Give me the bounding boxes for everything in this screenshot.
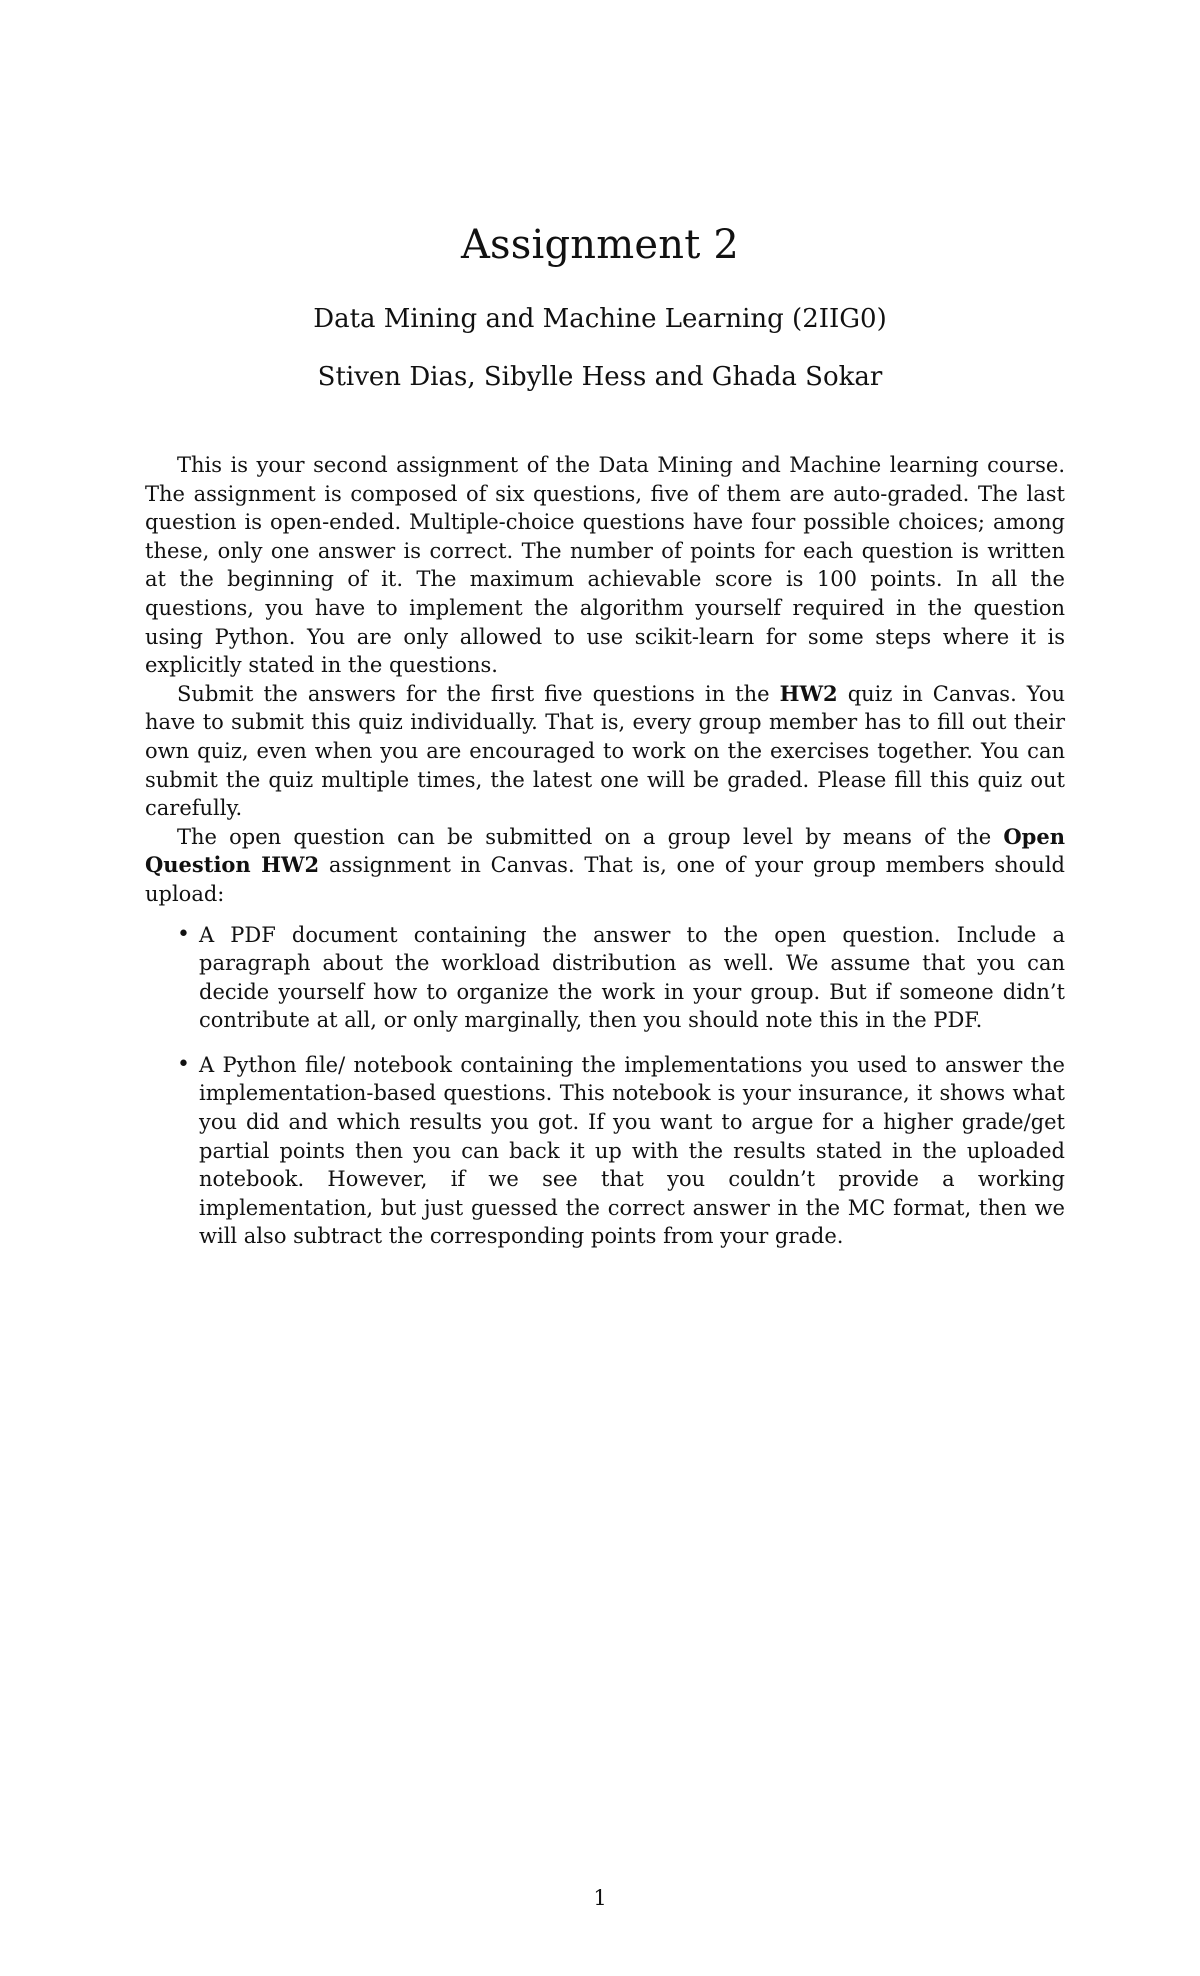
open-question-paragraph-start: The open question can be submitted on a group level by means of the [177,824,1004,849]
intro-paragraph: This is your second assignment of the Data Mining and Machine learning course. The assignment is composed of six questions, five of them are auto-graded. The last question is open-ended. Multiple-choice questions have four possible choices; among these, only one answer is correct. The number of points for each question is written at the beginning of it. The maximum achievable score is 100 points. In all the questions, you have to implement the algorithm yourself required in the question using Python. You are only allowed to use scikit-learn for some steps where it is explicitly stated in the questions. [145,453,1065,678]
quiz-paragraph-end: quiz in Canvas. You have to submit this quiz individually. That is, every group member has to fill out their own quiz, even when you are encouraged to work on the exercises together. You can submit the quiz multiple times, the latest one will be graded. Please fill this quiz out carefully. [145,681,1065,821]
body-text [145,451,1065,1267]
course-subtitle: Data Mining and Machine Learning (2IIG0) [313,304,887,334]
page-number: 1 [593,1886,607,1910]
open-question-paragraph-end: assignment in Canvas. That is, one of your group members should upload: [145,853,1065,906]
bullet-icon: • [177,1051,190,1077]
open-question-paragraph [145,823,1065,909]
upload-requirements-list [145,921,1065,1252]
quiz-name-bold: HW2 [779,680,838,706]
open-question-name-bold: Open Question HW2 [145,823,1065,878]
list-item-text: A PDF document containing the answer to the open question. Include a paragraph about the workload distribution as well. We assume that you can decide yourself how to organize the work in your group. But if someone didn’t contribute at all, or only marginally, then you should note this in the PDF. [199,922,1065,1033]
document-title: Assignment 2 [460,222,740,268]
bullet-icon: • [177,921,190,947]
list-item-pdf [145,921,1065,1035]
list-item-notebook [145,1051,1065,1251]
authors-line: Stiven Dias, Sibylle Hess and Ghada Sokar [317,362,883,392]
list-item-text: A Python file/ notebook containing the implementations you used to answer the implementation-based questions. This notebook is your insurance, it shows what you did and which results you got. If you want to argue for a higher grade/get partial points then you can back it up with the results stated in the uploaded notebook. However, if we see that you couldn’t provide a working implementation, but just guessed the correct answer in the MC format, then we will also subtract the corresponding points from your grade. [199,1052,1065,1249]
quiz-paragraph-start: Submit the answers for the first five questions in the [177,681,780,706]
quiz-paragraph [145,680,1065,823]
